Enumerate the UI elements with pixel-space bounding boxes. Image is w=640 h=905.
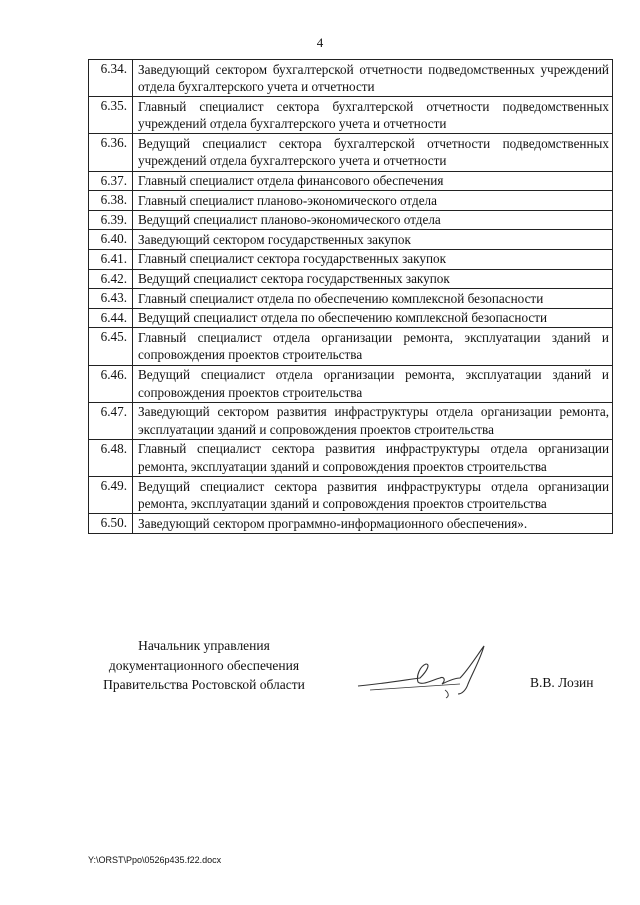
row-position-title: Заведующий сектором государственных закупок xyxy=(133,230,613,250)
row-position-title: Заведующий сектором развития инфраструктуры отдела организации ремонта, эксплуатации зданий и сопровождения проектов строительства xyxy=(133,402,613,439)
signatory-name: В.В. Лозин xyxy=(530,675,594,690)
file-path-footer: Y:\ORST\Ppo\0526p435.f22.docx xyxy=(88,855,222,865)
table-row xyxy=(89,230,613,250)
table-row xyxy=(89,191,613,211)
row-number: 6.45. xyxy=(89,328,133,365)
row-number: 6.37. xyxy=(89,171,133,191)
row-position-title: Главный специалист планово-экономического отдела xyxy=(133,191,613,211)
row-number: 6.36. xyxy=(89,134,133,171)
signatory-title xyxy=(88,636,320,695)
row-position-title: Главный специалист сектора государственных закупок xyxy=(133,249,613,269)
row-number: 6.46. xyxy=(89,365,133,402)
row-number: 6.48. xyxy=(89,439,133,476)
table-row xyxy=(89,439,613,476)
row-number: 6.39. xyxy=(89,210,133,230)
table-row xyxy=(89,171,613,191)
row-number: 6.41. xyxy=(89,249,133,269)
row-number: 6.40. xyxy=(89,230,133,250)
table-row xyxy=(89,97,613,134)
table-row xyxy=(89,60,613,97)
row-position-title: Ведущий специалист отдела по обеспечению комплексной безопасности xyxy=(133,308,613,328)
positions-table xyxy=(88,59,613,534)
row-number: 6.50. xyxy=(89,514,133,534)
row-number: 6.42. xyxy=(89,269,133,289)
row-position-title: Главный специалист сектора развития инфраструктуры отдела организации ремонта, эксплуатации зданий и сопровождения проектов строительства xyxy=(133,439,613,476)
row-number: 6.43. xyxy=(89,289,133,309)
row-position-title: Ведущий специалист планово-экономического отдела xyxy=(133,210,613,230)
table-row xyxy=(89,402,613,439)
row-number: 6.38. xyxy=(89,191,133,211)
row-position-title: Главный специалист отдела финансового обеспечения xyxy=(133,171,613,191)
row-number: 6.44. xyxy=(89,308,133,328)
table-row xyxy=(89,328,613,365)
row-number: 6.34. xyxy=(89,60,133,97)
table-row xyxy=(89,308,613,328)
table-row xyxy=(89,269,613,289)
table-row xyxy=(89,477,613,514)
row-position-title: Главный специалист сектора бухгалтерской отчетности подведомственных учреждений отдела бухгалтерского учета и отчетности xyxy=(133,97,613,134)
positions-table-body xyxy=(89,60,613,534)
table-row xyxy=(89,134,613,171)
table-row xyxy=(89,249,613,269)
table-row xyxy=(89,365,613,402)
row-number: 6.49. xyxy=(89,477,133,514)
handwritten-signature xyxy=(350,640,500,710)
signatory-title-line-3: Правительства Ростовской области xyxy=(103,677,305,692)
row-position-title: Заведующий сектором программно-информационного обеспечения». xyxy=(133,514,613,534)
row-position-title: Главный специалист отдела организации ремонта, эксплуатации зданий и сопровождения проектов строительства xyxy=(133,328,613,365)
table-row xyxy=(89,514,613,534)
row-position-title: Ведущий специалист сектора развития инфраструктуры отдела организации ремонта, эксплуатации зданий и сопровождения проектов строительства xyxy=(133,477,613,514)
table-row xyxy=(89,210,613,230)
table-row xyxy=(89,289,613,309)
row-position-title: Заведующий сектором бухгалтерской отчетности подведомственных учреждений отдела бухгалтерского учета и отчетности xyxy=(133,60,613,97)
row-number: 6.47. xyxy=(89,402,133,439)
signatory-title-line-1: Начальник управления xyxy=(138,638,270,653)
row-position-title: Ведущий специалист сектора бухгалтерской отчетности подведомственных учреждений отдела бухгалтерского учета и отчетности xyxy=(133,134,613,171)
page-number: 4 xyxy=(316,35,324,50)
signatory-title-line-2: документационного обеспечения xyxy=(108,657,300,673)
row-position-title: Ведущий специалист сектора государственных закупок xyxy=(133,269,613,289)
row-number: 6.35. xyxy=(89,97,133,134)
row-position-title: Ведущий специалист отдела организации ремонта, эксплуатации зданий и сопровождения проектов строительства xyxy=(133,365,613,402)
row-position-title: Главный специалист отдела по обеспечению комплексной безопасности xyxy=(133,289,613,309)
